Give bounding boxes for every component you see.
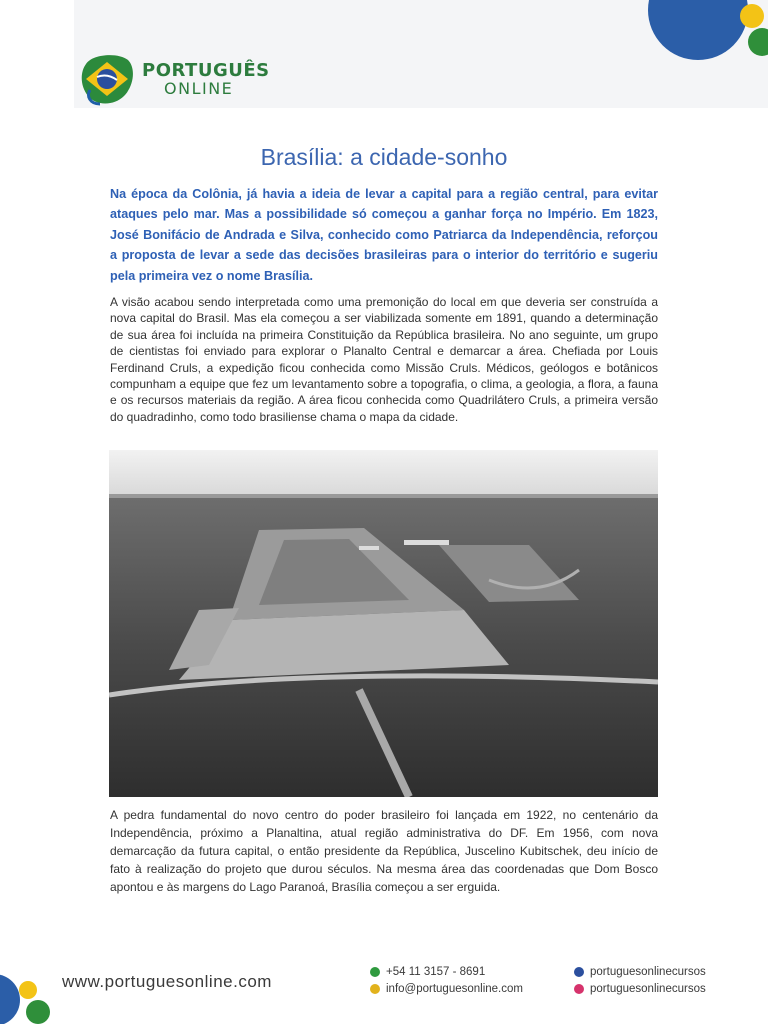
phone-text: +54 11 3157 - 8691 xyxy=(386,966,486,978)
instagram-text: portuguesonlinecursos xyxy=(590,983,706,995)
footer-decoration xyxy=(0,960,60,1024)
lead-paragraph: Na época da Colônia, já havia a ideia de levar a capital para a região central, para evitar ataques pelo mar. Mas a possibilidade só começou a ganhar força no Império. Em 1823, José Bonifácio de Andrada e Silva, conhecido como Patriarca da Independência, reforçou a proposta de levar a sede das decisões brasileiras para o interior do território e sugeriu pela primeira vez o nome Brasília. xyxy=(110,187,658,283)
aerial-construction-photo xyxy=(109,450,658,797)
decorative-green-dot xyxy=(748,28,768,56)
decorative-yellow-dot xyxy=(740,4,764,28)
facebook-icon xyxy=(574,967,584,977)
article-title: Brasília: a cidade-sonho xyxy=(260,144,508,170)
body-paragraph-2: A pedra fundamental do novo centro do poder brasileiro foi lançada em 1922, no centenário da Independência, próximo a Planaltina, atual região administrativa do DF. Em 1956, com nova demarcação da futura capital, o então presidente da República, Juscelino Kubitschek, deu início de fato à realização do projeto que durou séculos. Na mesma área das coordenadas que Dom Bosco apontou e às margens do Lago Paranoá, Brasília começou a ser erguida. xyxy=(110,808,658,894)
logo-text xyxy=(142,59,270,98)
contact-facebook[interactable] xyxy=(574,966,706,978)
aerial-photo-illustration xyxy=(109,450,658,797)
brand-logo xyxy=(78,50,270,108)
body-paragraph-1: A visão acabou sendo interpretada como uma premonição do local em que deveria ser construída a nova capital do Brasil. Mas ela começou a ser viabilizada somente em 1891, quando a determinação de sua área foi incluída na primeira Constituição da República brasileira. No ano seguinte, um grupo de cientistas foi enviado para explorar o Planalto Central e demarcar a área. Chefiada por Louis Ferdinand Cruls, a expedição ficou conhecida como Missão Cruls. Médicos, geólogos e botânicos compunham a equipe que fez um levantamento sobre a topografia, o clima, a geologia, a flora, a fauna e os recursos materiais da região. A área ficou conhecida como Quadrilátero Cruls, a primeira versão do quadradinho, como todo brasiliense chama o mapa da cidade. xyxy=(110,295,658,424)
website-link[interactable]: www.portuguesonline.com xyxy=(62,972,272,991)
contact-email[interactable] xyxy=(370,983,523,995)
instagram-icon xyxy=(574,984,584,994)
brazil-flag-icon xyxy=(78,50,136,108)
logo-line-1: PORTUGUÊS xyxy=(142,59,270,81)
whatsapp-icon xyxy=(370,967,380,977)
contact-phone[interactable] xyxy=(370,966,485,978)
facebook-text: portuguesonlinecursos xyxy=(590,966,706,978)
contact-instagram[interactable] xyxy=(574,983,706,995)
email-text: info@portuguesonline.com xyxy=(386,983,523,995)
logo-line-2: ONLINE xyxy=(164,78,234,98)
email-icon xyxy=(370,984,380,994)
